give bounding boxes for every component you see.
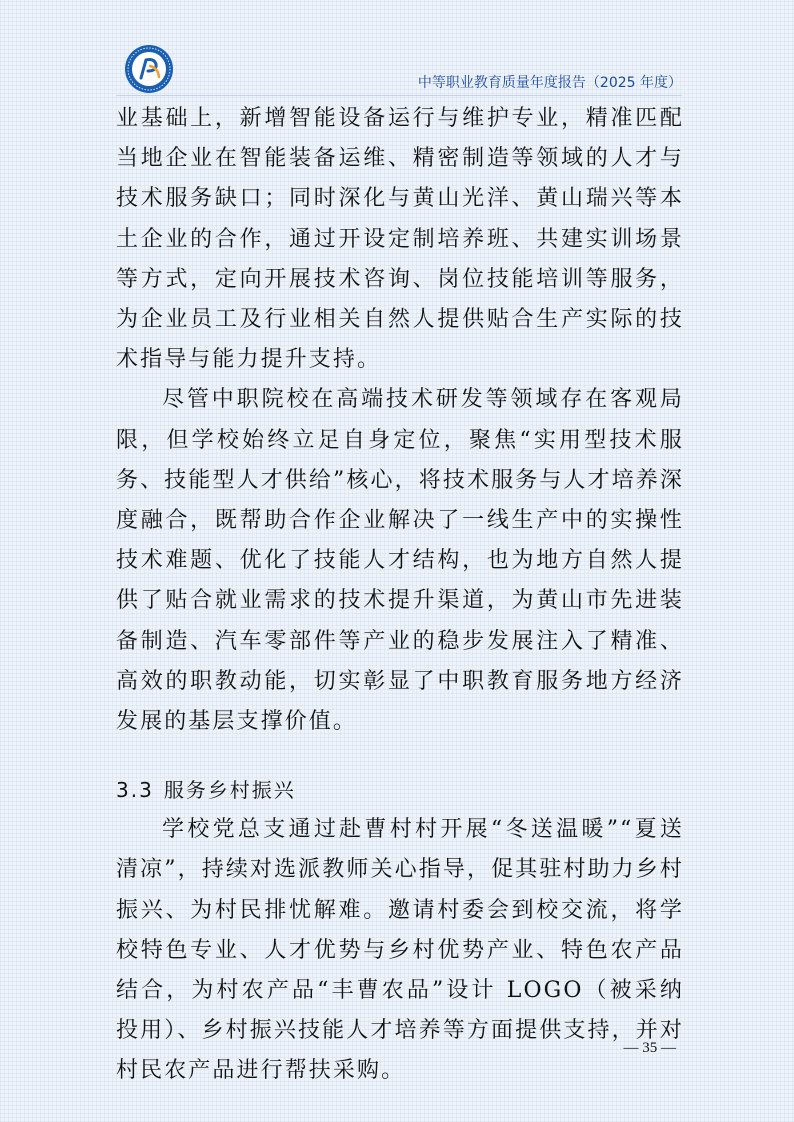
paragraph-summary: 尽管中职院校在高端技术研发等领域存在客观局限，但学校始终立足自身定位，聚焦“实用型技术服务、技能型人才供给”核心，将技术服务与人才培养深度融合，既帮助合作企业解决了一线生产中的实操性技术难题、优化了技能人才结构，也为地方自然人提供了贴合就业需求的技术提升渠道，为黄山市先进装备制造、汽车零部件等产业的稳步发展注入了精准、高效的职教动能，切实彰显了中职教育服务地方经济发展的基层支撑价值。	[116, 387, 684, 735]
header-divider	[116, 95, 682, 96]
section-number: 3.3	[116, 778, 154, 803]
section-title: 服务乡村振兴	[163, 778, 296, 803]
school-emblem-icon	[124, 44, 174, 94]
page-number: — 35 —	[623, 1040, 676, 1056]
paragraph-continued: 业基础上，新增智能设备运行与维护专业，精准匹配当地企业在智能装备运维、精密制造等领域的人才与技术服务缺口；同时深化与黄山光洋、黄山瑞兴等本土企业的合作，通过开设定制培养班、共建实训场景等方式，定向开展技术咨询、岗位技能培训等服务，为企业员工及行业相关自然人提供贴合生产实际的技术指导与能力提升支持。	[116, 106, 684, 373]
section-paragraph: 学校党总支通过赴曹村村开展“冬送温暖”“夏送清凉”，持续对选派教师关心指导，促其驻村助力乡村振兴、为村民排忧解难。邀请村委会到校交流，将学校特色专业、人才优势与乡村优势产业、特色农产品结合，为村农产品“丰曹农品”设计 LOGO（被采纳投用）、乡村振兴技能人才培养等方面提供支持，并对村民农产品进行帮扶采购。	[116, 817, 684, 1084]
body-content	[116, 99, 684, 1092]
report-header-title: 中等职业教育质量年度报告（2025 年度）	[417, 75, 682, 91]
section-heading	[116, 770, 684, 810]
